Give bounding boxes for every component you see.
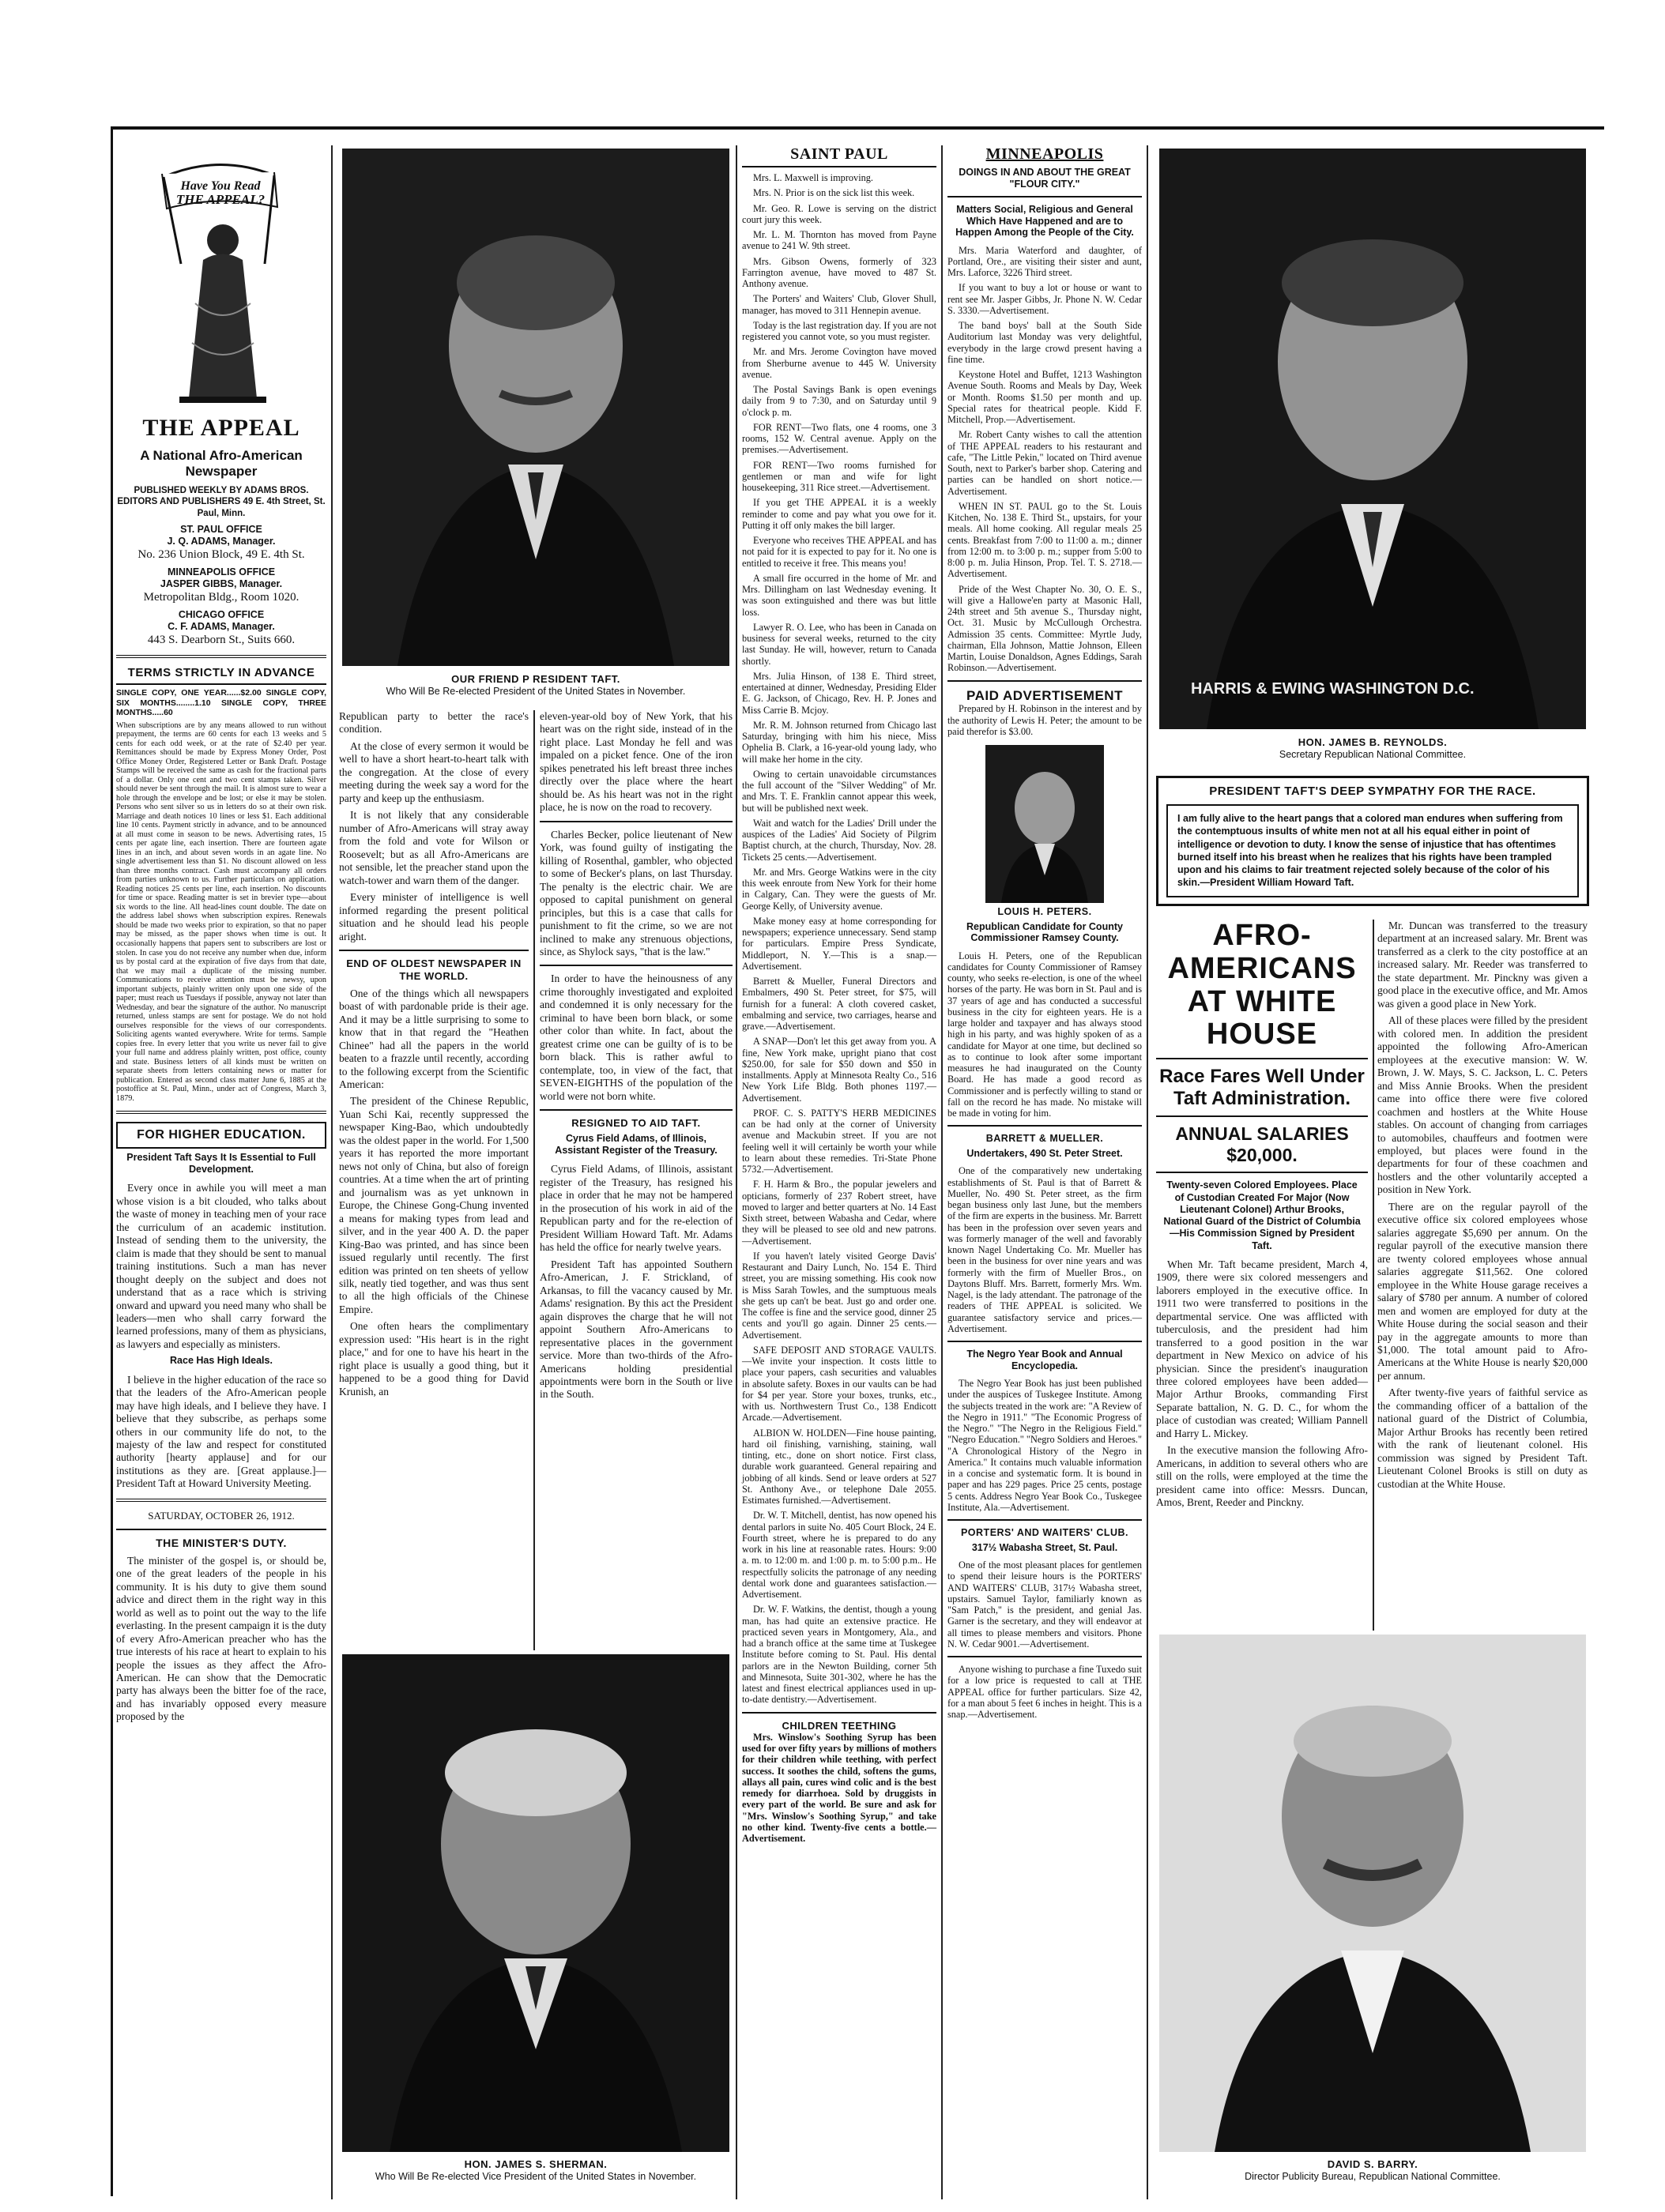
caption-reynolds-sub: Secretary Republican National Committee. xyxy=(1279,749,1467,761)
ministers-duty-body: The minister of the gospel is, or should be, one of the great leaders of the people in his community. It is his duty to give them sound advice and direct them in the right way in this world as well as to point out the way to the life everlasting. In the present campaign it is the duty of every Afro-American preacher who has the true interests of his race at heart to explain to his people the issues as they affect the Afro-American. He can show that the Democratic party has always been the bitter foe of the race, and has invariably opposed every measure proposed by the xyxy=(116,1554,326,1723)
newspaper-page xyxy=(111,126,1604,2196)
divider xyxy=(947,1519,1142,1521)
minneapolis-office xyxy=(116,566,326,604)
caption-barry xyxy=(1159,2158,1586,2184)
col2-p4: Every minister of intelligence is well informed regarding the present political situation and he should lead his people aright. xyxy=(339,891,529,942)
white-house-p3: Mr. Duncan was transferred to the treasury department at an increased salary. Mr. Brent was transferred as a clerk to the city postoffice at an increased salary. Mr. Reeder was transferred to the state department. Mr. Pinckny was given a good place in the executive office, and Mr. Amos was given a good place in New York. xyxy=(1377,920,1588,1010)
porters-heading: PORTERS' AND WAITERS' CLUB. xyxy=(960,1527,1129,1539)
mpls-heading: MINNEAPOLIS OFFICE xyxy=(167,566,276,578)
news-item: Dr. W. F. Watkins, the dentist, though a young man, has had quite an extensive practice. He practiced seven years in Montgomery, Ala., and had a branch office at the same time at Tuskegee Institute before coming to St. Paul. His dental parlors are in the Newton Building, corner 5th and Minnesota, Suite 301-302, where he has the latest and finest electrical appliances used in up-to-date dentistry.—Advertisement. xyxy=(742,1604,936,1706)
portrait-icon xyxy=(342,149,729,666)
divider xyxy=(540,821,733,822)
divider xyxy=(1156,1058,1368,1059)
white-house-p2: In the executive mansion the following Afro-Americans, in addition to several others who are still on the rolls, were employed at the time the president came into office: Messrs. Duncan, Amos, Brent, Reeder and Pinckny. xyxy=(1156,1444,1368,1509)
news-item: FOR RENT—Two rooms furnished for gentlemen or man and wife for light housekeeping, 311 Rice street.—Advertisement. xyxy=(742,459,936,494)
news-item: ALBION W. HOLDEN—Fine house painting, hard oil finishing, varnishing, staining, wall tinting, etc., done on short notice. First class, durable work guaranteed. General repairing and jobbing of all kinds. Send or leave orders at 527 St. Anthony Ave., or telephone Dale 2055. Estimates furnished.—Advertisement. xyxy=(742,1427,936,1507)
divider xyxy=(116,1499,326,1502)
yearbook-heading: The Negro Year Book and Annual Encyclopedia. xyxy=(966,1349,1123,1371)
news-item: Mrs. Gibson Owens, formerly of 323 Farrington avenue, have moved to 487 St. Anthony avenue. xyxy=(742,255,936,290)
col2-p1: Republican party to better the race's condition. xyxy=(339,710,529,735)
news-item: Mrs. Julia Hinson, of 138 E. Third street, entertained at dinner, Wednesday, Presiding Elder E. G. Jackson, of Chicago, Rev. H. P. Jones and Miss Carrie B. Mcjoy. xyxy=(742,670,936,716)
col2-p6: The president of the Chinese Republic, Yuan Schi Kai, recently suppressed the newspaper King-Bao, which undoubtedly was the oldest paper in the world. For 1,500 years it has reported the more important news not only of China, but also of foreign countries. At a time when the art of printing and journalism was as yet unknown in Europe, the Chinese Gong-Chung invented a means for making types from lead and silver, and in the year 400 A. D. the paper King-Bao was printed, and has since been issued regularly until recently. The first edition was printed on ten sheets of yellow silk, neatly tied together, and was thus sent to all the high officials of the Chinese Empire. xyxy=(339,1095,529,1315)
white-house-deck3: Twenty-seven Colored Employees. Place of Custodian Created For Major (Now Lieutenant Colonel) Arthur Brooks, National Guard of the District of Columbia—His Commission Signed by President Taft. xyxy=(1163,1179,1361,1251)
masthead-title: THE APPEAL xyxy=(142,415,300,441)
col2-p2: At the close of every sermon it would be well to have a short heart-to-heart talk with the congregation. At the close of every meeting during the week say a word for the party and keep up the enthusiasm. xyxy=(339,739,529,804)
chicago-manager: C. F. ADAMS, Manager. xyxy=(168,621,275,633)
white-house-p5: There are on the regular payroll of the executive office six colored employees whose salaries aggregate $5,690 per annum. On the regular payroll of the executive mansion there are twenty colored employees whose annual salaries aggregate $11,562. One colored employee in the White House garage receives a salary of $780 per annum. A number of colored men and women are employed for duty at the White House during the social season and their pay in the aggregate amounts to more than $1,000. The total amount paid to Afro-Americans at the White House is nearly $20,000 per annum. xyxy=(1377,1200,1588,1382)
news-item: Mr. R. M. Johnson returned from Chicago last Saturday, bringing with him his niece, Miss Ophelia B. Clark, a 16-year-old young lady, who will make her home in the city. xyxy=(742,719,936,765)
caption-reynolds-title: HON. JAMES B. REYNOLDS. xyxy=(1298,736,1448,748)
column-rule xyxy=(1147,145,1148,2199)
sympathy-quote: I am fully alive to the heart pangs that a colored man endures when suffering from the contemptuous insults of white men not at all his equal either in point of intelligence or devotion to duty. I know the sense of injustice that has oftentimes burned itself into his breast when he realizes that his rights have been trampled upon and his claims to fair treatment rejected solely because of the color of his skin.—President William Howard Taft. xyxy=(1166,804,1579,897)
white-house-deck1: Race Fares Well Under Taft Administration. xyxy=(1159,1066,1365,1109)
resigned-subhead: Cyrus Field Adams, of Illinois, Assistant Register of the Treasury. xyxy=(555,1132,718,1157)
minneapolis-items xyxy=(947,245,1142,674)
news-item: If you get THE APPEAL it is a weekly reminder to come and pay what you owe for it. Putting it off only makes the bill larger. xyxy=(742,497,936,531)
higher-ed-heading: FOR HIGHER EDUCATION. xyxy=(116,1122,326,1149)
news-item: Everyone who receives THE APPEAL and has not paid for it is expected to pay for it. No one is entitled to receive it free. This means you! xyxy=(742,535,936,569)
divider xyxy=(742,166,936,167)
higher-ed-subhead2: Race Has High Ideals. xyxy=(170,1355,273,1367)
divider xyxy=(1156,1172,1368,1173)
white-house-p4: All of these places were filled by the president with colored men. In addition the president appointed the following Afro-American employees at the executive mansion: W. W. Brown, J. W. Mays, S. C. Jackson, L. C. Peters and Miss Annie Brooks. When the president came into office there were five colored coachmen and hostlers at the White House stables. On account of changing from carriages to automobiles, chauffeurs and footmen were employed, but places were found in the departments for four of these coachmen and hostlers and the other voluntarily accepted a position in New York. xyxy=(1377,1014,1588,1196)
divider xyxy=(339,950,529,951)
news-item: Mr. and Mrs. Jerome Covington have moved from Sherburne avenue to 445 W. University avenue. xyxy=(742,346,936,380)
divider xyxy=(116,1111,326,1114)
column-rule xyxy=(533,710,535,1650)
news-item: Make money easy at home corresponding for newspapers; experience unnecessary. Send stamp for particulars. Empire Press Syndicate, Middleport, N. Y.—This is a snap.—Advertisement. xyxy=(742,915,936,972)
photo-barry xyxy=(1159,1635,1586,2152)
sympathy-heading: PRESIDENT TAFT'S DEEP SYMPATHY FOR THE RACE. xyxy=(1209,784,1536,798)
mpls-manager: JASPER GIBBS, Manager. xyxy=(160,578,283,590)
news-item: Dr. W. T. Mitchell, dentist, has now opened his dental parlors in suite No. 405 Court Block, 24 E. Fourth street, where he is prepared to do any work in his line at reasonable rates. Hours: 9:00 a. m. to 12:00 m. and 1:00 p. m. to 5:00 p.m.. He respectfully solicits the patronage of any needing dental work done and guarantees satisfaction.—Advertisement. xyxy=(742,1510,936,1601)
portrait-icon xyxy=(1159,149,1586,729)
chicago-heading: CHICAGO OFFICE xyxy=(178,609,265,621)
caption-sherman-sub: Who Will Be Re-elected Vice President of the United States in November. xyxy=(375,2171,697,2183)
minneapolis-subhead: DOINGS IN AND ABOUT THE GREAT "FLOUR CITY." xyxy=(959,167,1131,190)
dateline: SATURDAY, OCTOBER 26, 1912. xyxy=(148,1509,295,1522)
terms-rates: SINGLE COPY, ONE YEAR......$2.00 SINGLE COPY, SIX MONTHS........1.10 SINGLE COPY, THREE MONTHS.....60 xyxy=(116,688,326,718)
white-house-col-b xyxy=(1377,920,1588,1495)
column-5-minneapolis xyxy=(947,145,1142,1724)
divider xyxy=(1156,1115,1368,1117)
news-item: PROF. C. S. PATTY'S HERB MEDICINES can be had only at the corner of University avenue and Mackubin street. If you are not feeling well it will certainly be worth your while to learn about these remedies. Tri-State Phone 5732.—Advertisement. xyxy=(742,1107,936,1176)
portrait-icon xyxy=(985,745,1104,903)
teething-ad: Mrs. Winslow's Soothing Syrup has been used for over fifty years by millions of mothers for their children while teething, with perfect success. It soothes the child, softens the gums, allays all pain, cures wind colic and is the best remedy for diarrhoea. Sold by druggists in every part of the world. Be sure and ask for "Mrs. Winslow's Soothing Syrup," and take no other kind. Twenty-five cents a bottle.—Advertisement. xyxy=(742,1731,936,1845)
column-rule xyxy=(941,145,943,2199)
photo-peters xyxy=(985,745,1104,903)
col3-p2: Charles Becker, police lieutenant of New York, was found guilty of instigating the killing of Rosenthal, gambler, who objected to some of Becker's plans, on last Thursday. The penalty is the electric chair. We are opposed to capital punishment on general principles, but this is a case that calls for punishment to fit the crime, so we are not inclined to make any strenuous objections, since, as Shylock says, "that is the law." xyxy=(540,828,733,957)
news-item: WHEN IN ST. PAUL go to the St. Louis Kitchen, No. 138 E. Third St., upstairs, for your meals. All home cooking. All regular meals 25 cents. Breakfast from 7:00 to 11:00 a. m.; dinner from 12:00 m. to 3:00 p. m.; supper from 5:00 to 8:00 p. m. Julia Hinson, Prop. Tel. T. S. 2718.—Advertisement. xyxy=(947,500,1142,580)
news-item: Mrs. N. Prior is on the sick list this week. xyxy=(753,187,915,199)
oldest-newspaper-heading: END OF OLDEST NEWSPAPER IN THE WORLD. xyxy=(346,957,522,982)
news-item: The Postal Savings Bank is open evenings daily from 9 to 7:30, and on Saturday until 9 o'clock p. m. xyxy=(742,384,936,418)
photo-taft xyxy=(342,149,729,666)
yearbook-text: The Negro Year Book has just been published under the auspices of Tuskegee Institute. Among the subjects treated in the work are: "A Review of the Negro in 1911." "The Economic Progress of the Negro." "The Negro in the Religious Field." "Negro Education." "Negro Soldiers and Heroes." "A Chronological History of the Negro in America." It contains much valuable information in a concise and systematic form. It is bound in paper and has 229 pages. Price 25 cents, postage 5 cents. Address Negro Year Book Co., Tuskegee Institute, Ala.—Advertisement. xyxy=(947,1378,1142,1513)
white-house-p6: After twenty-five years of faithful service as the commanding officer of a battalion of the national guard of the District of Columbia, Major Arthur Brooks has recently been retired with the rank of lieutenant colonel. His commission was signed by President Taft. Lieutenant Colonel Brooks is still on duty as custodian at the White House. xyxy=(1377,1386,1588,1490)
col3-p1: eleven-year-old boy of New York, that his heart was on the right side, instead of in the right place. Last Monday he fell and was impaled on a picket fence. One of the iron spikes penetrated his left breast three inches directly over the place where the heart should be. As his heart was not in the right place, he is now on the road to recovery. xyxy=(540,710,733,814)
caption-sherman-title: HON. JAMES S. SHERMAN. xyxy=(464,2158,608,2170)
st-paul-manager: J. Q. ADAMS, Manager. xyxy=(167,536,276,547)
caption-sherman xyxy=(342,2158,729,2184)
ministers-duty-heading: THE MINISTER'S DUTY. xyxy=(156,1536,287,1549)
st-paul-address: No. 236 Union Block, 49 E. 4th St. xyxy=(137,548,305,562)
higher-ed-p2: I believe in the higher education of the race so that the leaders of the Afro-American people may have high ideals, and I believe they have. I believe that they subscribe, as perhaps some others in our community life do not, to the majesty of the law and respect for constituted authority [hearty applause] and for our institutions as they are. [Great applause.]—President Taft at Howard University Meeting. xyxy=(116,1373,326,1490)
porters-text: One of the most pleasant places for gentlemen to spend their leisure hours is the PORTERS' AND WAITERS' CLUB, 317½ Wabasha street, upstairs. Samuel Taylor, familiarly known as "Sam Patch," is the president, and genial Jas. Garner is the secretary, and they will endeavor at all times to please members and visitors. Phone N. W. Cedar 9001.—Advertisement. xyxy=(947,1559,1142,1650)
divider xyxy=(947,680,1142,682)
svg-text:Have You Read: Have You Read xyxy=(180,179,261,193)
minneapolis-deck: Matters Social, Religious and General Which Have Happened and are to Happen Among the People of the City. xyxy=(955,204,1134,239)
barrett-subhead: Undertakers, 490 St. Peter Street. xyxy=(966,1147,1123,1159)
mpls-address: Metropolitan Bldg., Room 1020. xyxy=(143,591,299,604)
col2-p3: It is not likely that any considerable number of Afro-Americans will stray away from the fold and vote for Wilson or Roosevelt; but as all Afro-Americans are not sensible, let the preacher stand upon the watch-tower and warn them of the danger. xyxy=(339,809,529,886)
news-item: If you haven't lately visited George Davis' Restaurant and Dairy Lunch, No. 154 E. Third street, you are missing something. His cook now is Miss Sarah Towles, and the sumptuous meals she gets up can't be beat. Just go and order one. The coffee is fine and the service good, dinner 25 cents and you'll go again. Dinner 25 cents.—Advertisement. xyxy=(742,1250,936,1341)
news-item: Barrett & Mueller, Funeral Directors and Embalmers, 490 St. Peter street, for $75, will furnish for a funeral: A cloth covered casket, embalming and service, two carriages, hearse and grave.—Advertisement. xyxy=(742,976,936,1033)
peters-subcaption: Republican Candidate for County Commissioner Ramsey County. xyxy=(966,920,1123,944)
minneapolis-heading: MINNEAPOLIS xyxy=(985,145,1104,163)
higher-ed-p1: Every once in awhile you will meet a man whose vision is a bit clouded, who talks about the waste of money in teaching men of your race the curriculum of an academic institution. Instead of sending them to the university, the claim is made that they should be sent to manual training institutions. Such a man has never thought deeply on the subject and does not understand that as a race which is striving onward and upward you need many who shall be leaders—men who shall carry forward the learned professions, many of them as physicians, as lawyers and especially as ministers. xyxy=(116,1182,326,1350)
column-rule xyxy=(1373,920,1374,1631)
barrett-text: One of the comparatively new undertaking establishments of St. Paul is that of Barrett & Mueller, No. 490 St. Peter street, as the firm began business only last June, but the members of the firm are experts in the business. Mr. Barrett has been in the profession over seven years and was formerly manager of the well and favorably known Nagel Undertaking Co. Mr. Mueller has been in the business for over nine years and was formerly with the firm of Mueller Bros., on Daytons Bluff. Mrs. Barrett, formerly Mrs. Wm. Nagel, is the lady attendant. The patronage of the readers of THE APPEAL is solicited. We guarantee satisfactory service and prices.—Advertisement. xyxy=(947,1165,1142,1334)
caption-barry-title: DAVID S. BARRY. xyxy=(1327,2158,1418,2170)
saint-paul-items xyxy=(742,172,936,1706)
st-paul-office xyxy=(116,524,326,562)
news-item: The Porters' and Waiters' Club, Glover Shull, manager, has moved to 311 Hennepin avenue. xyxy=(742,293,936,316)
news-item: F. H. Harm & Bro., the popular jewelers and opticians, formerly of 237 Robert street, have moved to larger and better quarters at No. 14 East Sixth street, between Wabasha and Cedar, where they will be pleased to see old and new patrons.—Advertisement. xyxy=(742,1179,936,1247)
news-item: The band boys' ball at the South Side Auditorium last Monday was very delightful, everybody in the large crowd present having a fine time. xyxy=(947,320,1142,365)
divider xyxy=(540,1109,733,1111)
news-item: Pride of the West Chapter No. 30, O. E. S., will give a Hallowe'en party at Masonic Hall, 24th street and 5th avenue S., Thursday night, Oct. 31. Music by McCullough Orchestra. Admission 35 cents. Committee: Myrtle Judy, chairman, Ella Johnson, Mattie Johnson, Elleen Martin, Louise Donaldson, Agnes Eddings, Sarah Robinson.—Advertisement. xyxy=(947,583,1142,674)
paid-ad-text: Prepared by H. Robinson in the interest and by the authority of Lewis H. Peter; the amount to be paid therefor is $3.00. xyxy=(947,703,1142,737)
news-item: Mr. Robert Canty wishes to call the attention of THE APPEAL readers to his restaurant and cafe, "The Little Pekin," located on Third avenue South, next to Parker's barber shop. Catering and parties can be handled on short notice.—Advertisement. xyxy=(947,429,1142,497)
st-paul-heading: ST. PAUL OFFICE xyxy=(180,524,262,536)
col3-p4: Cyrus Field Adams, of Illinois, assistant register of the Treasury, has resigned his place in order that he may not be hampered in the prosecution of his work in aid of the Republican party and for the re-election of President William Howard Taft. Mr. Adams has held the office for nearly twelve years. xyxy=(540,1163,733,1254)
divider xyxy=(947,1656,1142,1657)
white-house-headline: AFRO-AMERICANS AT WHITE HOUSE xyxy=(1167,919,1357,1051)
col3-p3: In order to have the heinousness of any crime thoroughly investigated and exploited and condemned it is only necessary for the criminal to have been born black, or some other color than white. In fact, about the greatest crime one can be guilty of is to be born black. This is rather awful to contemplate, too, in view of the fact, that SEVEN-EIGHTHS of the population of the world were not born white. xyxy=(540,972,733,1102)
terms-heading: TERMS STRICTLY IN ADVANCE xyxy=(127,666,315,680)
white-house-col-a xyxy=(1156,920,1368,1514)
news-item: Mr. and Mrs. George Watkins were in the city this week enroute from New York for their home in Calgary, Can. They were the guests of Mr. George Kelly, of University avenue. xyxy=(742,866,936,912)
caption-taft-title: OUR FRIEND P RESIDENT TAFT. xyxy=(451,673,620,685)
column-3 xyxy=(540,710,733,1405)
barrett-heading: BARRETT & MUELLER. xyxy=(985,1133,1104,1145)
news-item: Today is the last registration day. If you are not registered you cannot vote, so you must register. xyxy=(742,319,936,343)
news-item: If you want to buy a lot or house or want to rent see Mr. Jasper Gibbs, Jr. Phone N. W. Cedar S. 3330.—Advertisement. xyxy=(947,282,1142,316)
divider xyxy=(947,196,1142,198)
caption-reynolds xyxy=(1159,736,1586,762)
divider xyxy=(540,965,733,966)
divider xyxy=(116,1529,326,1530)
divider xyxy=(947,1125,1142,1127)
column-1 xyxy=(116,145,326,1728)
column-4-saint-paul xyxy=(742,145,936,1848)
porters-subhead: 317½ Wabasha Street, St. Paul. xyxy=(971,1541,1118,1553)
sympathy-box xyxy=(1156,776,1589,906)
caption-taft-sub: Who Will Be Re-elected President of the United States in November. xyxy=(386,686,686,698)
photo-reynolds xyxy=(1159,149,1586,729)
portrait-icon xyxy=(1159,1635,1586,2152)
masthead-published: PUBLISHED WEEKLY BY ADAMS BROS. EDITORS AND PUBLISHERS 49 E. 4th Street, St. Paul, Minn. xyxy=(117,486,326,518)
peters-caption: LOUIS H. PETERS. xyxy=(997,906,1092,918)
column-rule xyxy=(331,145,333,2199)
white-house-deck2: ANNUAL SALARIES $20,000. xyxy=(1175,1123,1349,1165)
news-item: Mr. Geo. R. Lowe is serving on the district court jury this week. xyxy=(742,202,936,225)
studio-credit: HARRIS & EWING WASHINGTON D.C. xyxy=(1191,680,1475,698)
lady-with-banner-icon xyxy=(116,145,326,414)
resigned-heading: RESIGNED TO AID TAFT. xyxy=(571,1117,701,1130)
news-item: A small fire occurred in the home of Mr. and Mrs. Dillingham on last Wednesday evening. It was soon extinguished and there was but little loss. xyxy=(742,572,936,618)
news-item: Mr. L. M. Thornton has moved from Payne avenue to 241 W. 9th street. xyxy=(742,229,936,252)
news-item: SAFE DEPOSIT AND STORAGE VAULTS.—We invite your inspection. It costs little to place your papers, cash securities and valuables in absolute safety. Boxes in our vaults can be had for $4 per year. Store your boxes, trunks, etc., with us. Northwestern Trust Co., 138 Endicott Arcade.—Advertisement. xyxy=(742,1344,936,1424)
photo-sherman xyxy=(342,1654,729,2152)
col3-p5: President Taft has appointed Southern Afro-American, J. F. Strickland, of Arkansas, to fill the vacancy caused by Mr. Adams' resignation. By this act the President again disproves the charge that he will not appoint Southern Afro-Americans to representative places in the government service. More than two-thirds of the Afro-Americans holding presidential appointments were born in the South or live in the South. xyxy=(540,1258,733,1401)
masthead-subtitle: A National Afro-American Newspaper xyxy=(140,447,303,480)
news-item: Keystone Hotel and Buffet, 1213 Washington Avenue South. Rooms and Meals by Day, Week or Month. Rooms $1.50 per month and up. Special rates for theatrical people. Kidd F. Mitchell, Prop.—Advertisement. xyxy=(947,369,1142,426)
col2-p7: One often hears the complimentary expression used: "His heart is in the right place," and for one to have his heart in the right place is usually a good thing, but it happened to be a good thing for David Krunish, an xyxy=(339,1320,529,1398)
news-item: Wait and watch for the Ladies' Drill under the auspices of the Ladies' Aid Society of Pilgrim Baptist church, at the church, Thursday, Nov. 28. Tickets 25 cents.—Advertisement. xyxy=(742,817,936,863)
news-item: FOR RENT—Two flats, one 4 rooms, one 3 rooms, 152 W. Central avenue. Apply on the premises.—Advertisement. xyxy=(742,421,936,456)
column-rule xyxy=(736,145,737,2199)
news-item: Mrs. Maria Waterford and daughter, of Portland, Ore., are visiting their sister and aunt, Mrs. Laforce, 3226 Third street. xyxy=(947,244,1142,279)
peters-text: Louis H. Peters, one of the Republican candidates for County Commissioner of Ramsey county, who seeks re-election, is one of the wheel horses of the party. He was born in St. Paul and is 37 years of age and has conducted a successful business in the city for eighteen years. He is a large holder and taxpayer and has always stood high in his party, and was highly spoken of as a candidate for Mayor at one time, but declined so as to continue to look after some important measures he had inaugurated on the County Board. He has made a good record as Commissioner and is perfectly willing to stand or fall on the record he has made. No mistake will be made in voting for him. xyxy=(947,950,1142,1119)
divider xyxy=(947,1341,1142,1342)
masthead-logo xyxy=(116,145,326,414)
portrait-icon xyxy=(342,1654,729,2152)
chicago-address: 443 S. Dearborn St., Suits 660. xyxy=(147,634,296,647)
paid-ad-heading: PAID ADVERTISEMENT xyxy=(966,687,1123,703)
sympathy-box-frame xyxy=(1156,776,1589,906)
higher-ed-subhead: President Taft Says It Is Essential to Full Development. xyxy=(126,1151,316,1176)
svg-text:THE APPEAL?: THE APPEAL? xyxy=(175,192,266,207)
column-2 xyxy=(339,710,529,1402)
saint-paul-heading: SAINT PAUL xyxy=(790,145,888,163)
divider xyxy=(742,1712,936,1714)
news-item: Mrs. L. Maxwell is improving. xyxy=(753,172,873,184)
tuxedo-ad: Anyone wishing to purchase a fine Tuxedo suit for a low price is requested to call at THE APPEAL office for further particulars. Size 42, for a man about 5 feet 6 inches in height. This is a snap.—Advertisement. xyxy=(947,1664,1142,1721)
divider xyxy=(116,683,326,685)
divider xyxy=(116,655,326,658)
news-item: Owing to certain unavoidable circumstances the full account of the "Silver Wedding" of Mr. and Mrs. T. E. Franklin cannot appear this week, but will be published next week. xyxy=(742,768,936,814)
news-item: Lawyer R. O. Lee, who has been in Canada on business for several weeks, returned to the city last Sunday. He will, however, return to Canada shortly. xyxy=(742,621,936,667)
news-item: A SNAP—Don't let this get away from you. A fine, New York make, upright piano that cost $250.00, for sale for $50 down and $50 in installments. Apply at Minnesota Realty Co., 516 New York Life Bldg. Both phones 1197.—Advertisement. xyxy=(742,1036,936,1104)
terms-body: When subscriptions are by any means allowed to run without prepayment, the terms are 60 cents for each 13 weeks and 5 cents for each odd week, or at the rate of $2.40 per year. Remittances should be made by Express Money Order, Post Office Money Order, Registered Letter or Bank Draft. Postage Stamps will be received the same as cash for the fractional parts of a dollar. Only one cent and two cent stamps taken. Silver should never be sent through the mail. It is almost sure to wear a hole through the envelope and be lost; or else it may be stolen. Persons who sent silver so us in letters do so at their own risk. Marriage and death notices 10 lines or less $1. Each additional line 10 cents. Payment strictly in advance, and to be announced at all must come in season to be news. Advertising rates, 15 cents per agate line, each insertion. There are fourteen agate lines in an inch, and about seven words in an agate line. No single advertisement less than $1. No discount allowed on less than three months contract. Cash must accompany all orders from parties unknown to us. Further particulars on application. Reading notices 25 cents per line, each insertion. No discounts for time or space. Reading matter is set in brevier type—about six words to the line. All head-lines count double. The date on the address label shows when subscription expires. Renewals should be made two weeks prior to expiration, so that no paper may be missed, as the paper shows when time is out. It occasionally happens that papers sent to subscribers are lost or stolen. In case you do not receive any number when due, inform us by postal card at the expiration of five days from that date, that we may mail a duplicate of the missing number. Communications to receive attention must be newsy, upon important subjects, plainly written only upon one side of the paper; must reach us Tuesdays if possible, anyway not later than Wednesday, and bear the signature of the author. No manuscript returned, unless stamps are sent for postage. We do not hold ourselves responsible for the views of our correspondents. Soliciting agents wanted everywhere. Write for terms. Sample copies free. In every letter that you write us never fail to give your full name and address plainly written, post office, county and state. Business letters of all kinds must be written on separate sheets from letters containing news or matter for publication. Entered as second class matter June 6, 1885 at the postoffice at St. Paul, Minn., under act of Congress, March 3, 1879. xyxy=(116,720,326,1103)
col2-p5: One of the things which all newspapers boast of with pardonable pride is their age. And it may be a little surprising to some to know that in that regard the "Heathen Chinee" had all the papers in the world beaten to a frazzle until recently, according to the following excerpt from the Scientific American: xyxy=(339,987,529,1090)
teething-heading: CHILDREN TEETHING xyxy=(782,1719,897,1732)
caption-taft xyxy=(342,673,729,698)
chicago-office xyxy=(116,609,326,647)
white-house-p1: When Mr. Taft became president, March 4, 1909, there were six colored messengers and laborers employed in the executive office. In 1911 two were transferred to positions in the departmental service. One was afflicted with tuberculosis, and the president had him transferred to a good position in the war department in New Mexico on advice of his physician. Since the president's inauguration three colored employees have been added—Major Arthur Brooks, commanding First Separate battalion, N. G. D. C., for whom the place of custodian was created; William Pannell and Harry L. Mickey. xyxy=(1156,1258,1368,1439)
caption-barry-sub: Director Publicity Bureau, Republican National Committee. xyxy=(1245,2171,1501,2183)
